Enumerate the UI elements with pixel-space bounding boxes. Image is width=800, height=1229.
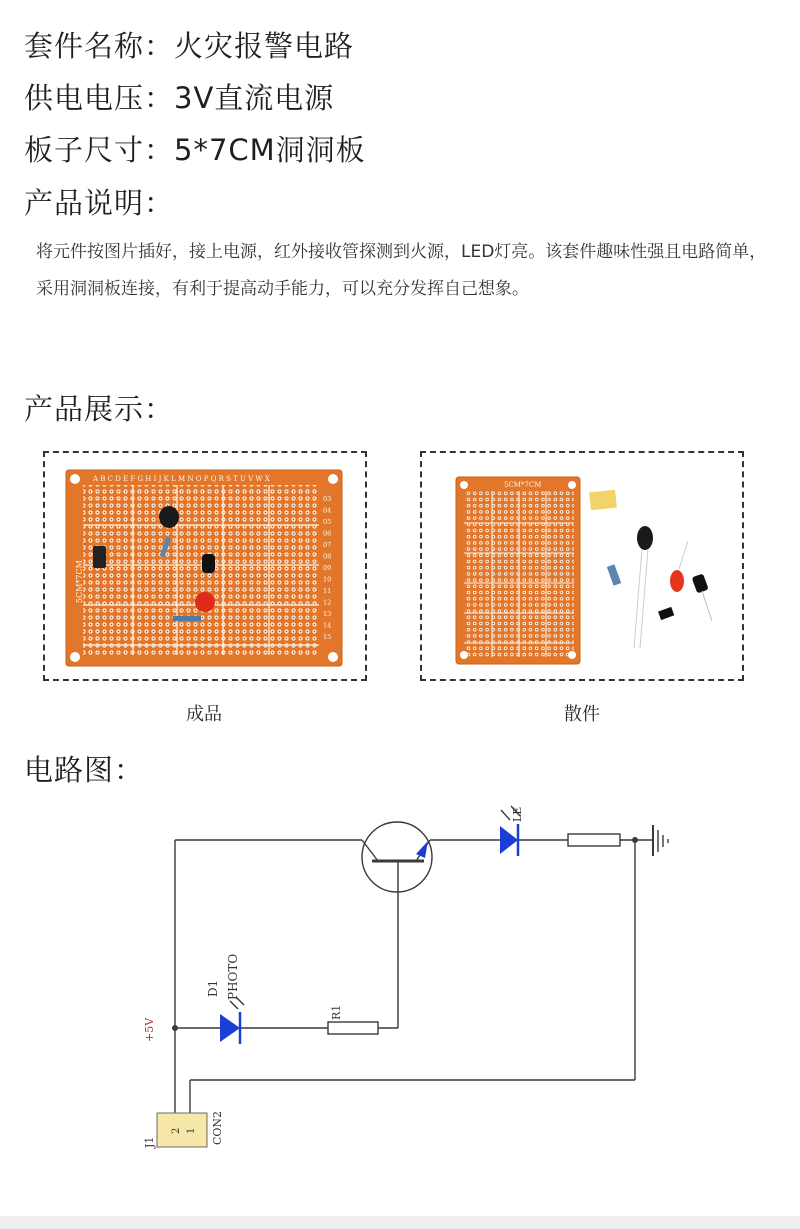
board-row-number: 07 <box>323 541 332 549</box>
supply-label: +5V <box>143 1017 156 1042</box>
board-row-number: 09 <box>323 564 332 572</box>
board-row-number: 13 <box>323 610 332 618</box>
board-size-marking: 5CM*7CM <box>75 560 84 603</box>
voltage-label: 供电电压： <box>24 81 175 115</box>
bottom-bar <box>0 1216 800 1229</box>
board-row-number: 05 <box>323 518 332 526</box>
led-resistor-symbol <box>568 834 620 846</box>
board-row-number: 11 <box>323 587 332 595</box>
finished-caption: 成品 <box>186 704 222 725</box>
kit-name-value: 火灾报警电路 <box>174 29 355 63</box>
board-row-number: 08 <box>323 552 332 561</box>
photodiode-symbol <box>220 1014 240 1042</box>
connector-pin2-label: 2 <box>171 1127 182 1134</box>
connector-symbol <box>157 1113 207 1147</box>
showcase-heading: 产品展示： <box>24 392 175 426</box>
r1-resistor-symbol <box>328 1022 378 1034</box>
circuit-heading: 电路图： <box>24 753 145 787</box>
led-label: LE <box>511 806 524 822</box>
board-row-number: 06 <box>323 529 332 538</box>
parts-caption: 散件 <box>564 704 600 725</box>
connector-pin1-label: 1 <box>186 1127 197 1134</box>
board-row-number: 03 <box>323 495 332 503</box>
board-size-label: 板子尺寸： <box>24 133 175 167</box>
board-column-letters: A B C D E F G H I J K L M N O P Q R S T U V W X <box>93 475 270 483</box>
board-row-number: 12 <box>323 598 332 607</box>
description-heading: 产品说明： <box>24 186 175 220</box>
connector-ref-label: J1 <box>143 1136 156 1148</box>
board-size-value: 5*7CM洞洞板 <box>174 133 366 167</box>
voltage-value: 3V直流电源 <box>174 81 335 115</box>
led-diode-symbol <box>500 826 518 854</box>
connector-name-label: CON2 <box>211 1110 224 1145</box>
kit-name-label: 套件名称： <box>24 29 175 63</box>
r1-label: R1 <box>330 1004 343 1020</box>
description-text: 将元件按图片插好，接上电源，红外接收管探测到火源，LED灯亮。该套件趣味性强且电路简单，采用洞洞板连接，有利于提高动手能力，可以充分发挥自己想象。 <box>36 242 767 299</box>
board-row-number: 04 <box>323 506 332 515</box>
board-row-number: 14 <box>323 621 332 630</box>
board-row-number: 15 <box>323 633 332 641</box>
parts-board-marking: 5CM*7CM <box>504 481 542 489</box>
transistor-symbol <box>362 822 432 892</box>
board-row-number: 10 <box>323 575 332 584</box>
photodiode-name-label: PHOTO <box>226 953 240 1000</box>
photodiode-ref-label: D1 <box>206 979 220 997</box>
